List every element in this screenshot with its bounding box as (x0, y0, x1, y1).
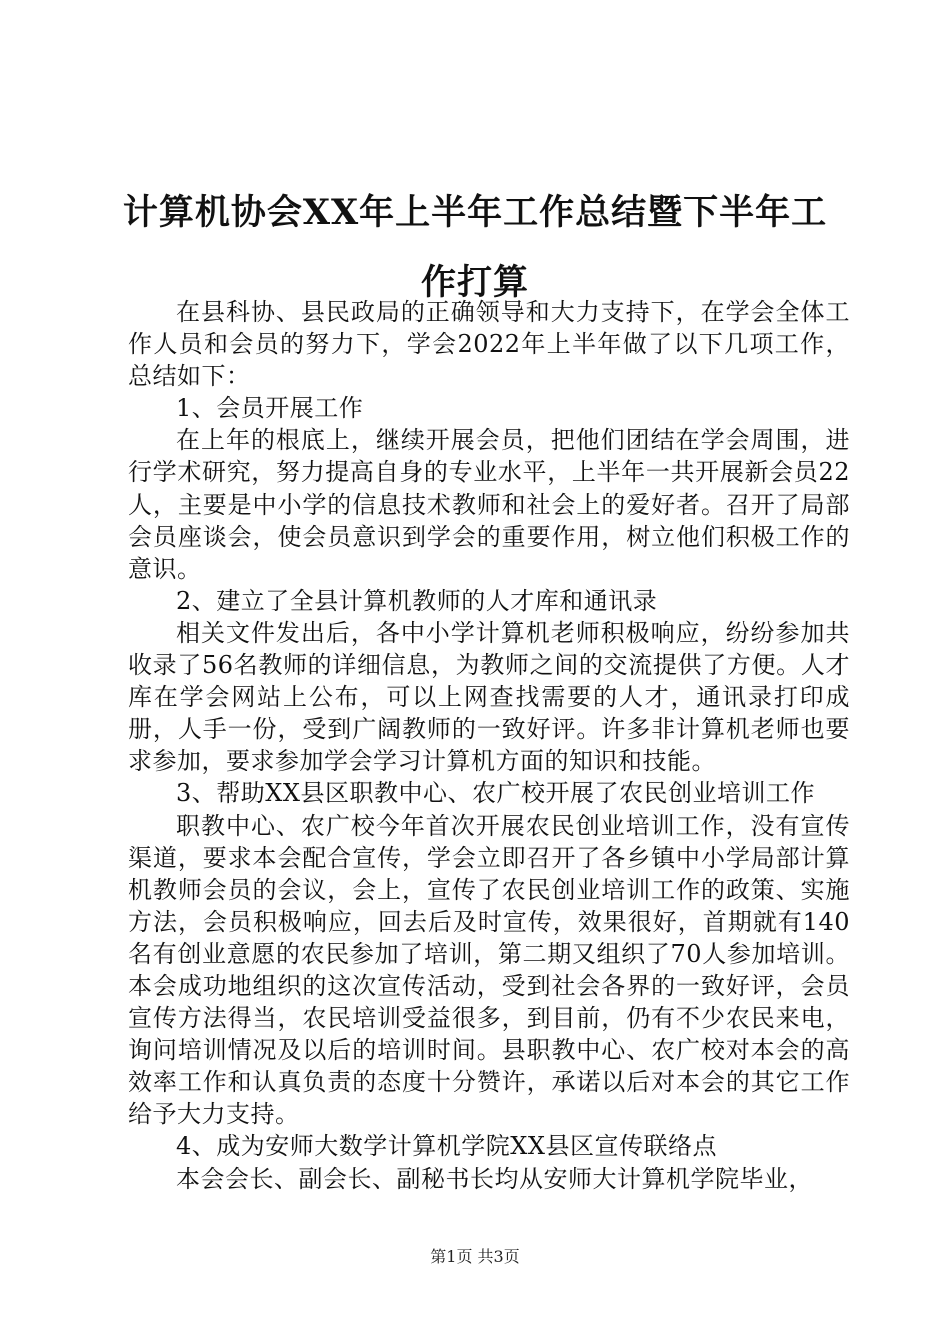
section-heading-1: 1、会员开展工作 (176, 394, 364, 423)
document-title: 计算机协会XX年上半年工作总结暨下半年工作打算 (122, 192, 828, 303)
intro-paragraph: 在县科协、县民政局的正确领导和大力支持下，在学会全体工作人员和会员的努力下，学会2022年上半年做了以下几项工作，总结如下： (128, 298, 850, 391)
section-paragraph-2: 相关文件发出后，各中小学计算机老师积极响应，纷纷参加共收录了56名教师的详细信息，为教师之间的交流提供了方便。人才库在学会网站上公布，可以上网查找需要的人才，通讯录打印成册，人手一份，受到广阔教师的一致好评。许多非计算机老师也要求参加，要求参加学会学习计算机方面的知识和技能。 (128, 618, 850, 776)
section-paragraph-4: 本会会长、副会长、副秘书长均从安师大计算机学院毕业， (176, 1164, 813, 1193)
section-paragraph-3: 职教中心、农广校今年首次开展农民创业培训工作，没有宣传渠道，要求本会配合宣传，学会立即召开了各乡镇中小学局部计算机教师会员的会议，会上，宣传了农民创业培训工作的政策、实施方法，会员积极响应，回去后及时宣传，效果很好，首期就有140名有创业意愿的农民参加了培训，第二期又组织了70人参加培训。本会成功地组织的这次宣传活动，受到社会各界的一致好评，会员宣传方法得当，农民培训受益很多，到目前，仍有不少农民来电，询问培训情况及以后的培训时间。县职教中心、农广校对本会的高效率工作和认真负责的态度十分赞许，承诺以后对本会的其它工作给予大力支持。 (128, 811, 850, 1129)
document-body (128, 296, 850, 1195)
section-heading-2: 2、建立了全县计算机教师的人才库和通讯录 (176, 586, 658, 615)
section-paragraph-1: 在上年的根底上，继续开展会员，把他们团结在学会周围，进行学术研究，努力提高自身的专业水平，上半年一共开展新会员22人，主要是中小学的信息技术教师和社会上的爱好者。召开了局部会员座谈会，使会员意识到学会的重要作用，树立他们积极工作的意识。 (128, 426, 850, 583)
section-heading-4: 4、成为安师大数学计算机学院XX县区宣传联络点 (176, 1132, 717, 1161)
section-heading-3: 3、帮助XX县区职教中心、农广校开展了农民创业培训工作 (176, 779, 815, 808)
page-number-footer: 第1页 共3页 (430, 1247, 520, 1266)
